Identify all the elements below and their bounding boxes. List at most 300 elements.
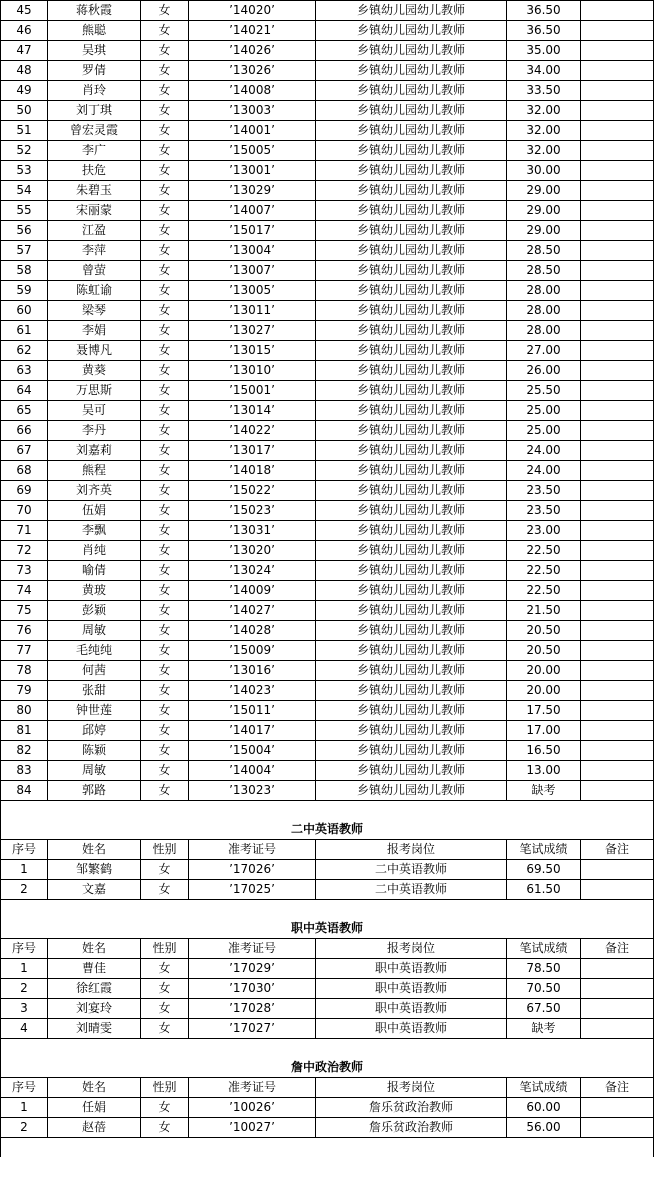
remark-cell [581, 201, 654, 221]
exam-id-cell: ’13014’ [189, 401, 316, 421]
exam-id-cell: ’14026’ [189, 41, 316, 61]
name-cell: 熊程 [48, 461, 141, 481]
seq-cell: 55 [1, 201, 48, 221]
seq-cell: 2 [1, 1118, 48, 1138]
remark-cell [581, 361, 654, 381]
position-cell: 乡镇幼儿园幼儿教师 [316, 741, 507, 761]
table-row [1, 341, 654, 361]
spacer-cell [1, 900, 654, 920]
gender-cell: 女 [141, 1, 189, 21]
name-cell: 曹佳 [48, 959, 141, 979]
remark-cell [581, 641, 654, 661]
score-cell: 28.00 [507, 301, 581, 321]
table-row [1, 541, 654, 561]
table-row [1, 381, 654, 401]
position-cell: 乡镇幼儿园幼儿教师 [316, 421, 507, 441]
header-row [1, 939, 654, 959]
exam-id-cell: ’15011’ [189, 701, 316, 721]
exam-id-cell: ’13005’ [189, 281, 316, 301]
gender-cell: 女 [141, 141, 189, 161]
table-row [1, 999, 654, 1019]
position-cell: 乡镇幼儿园幼儿教师 [316, 81, 507, 101]
gender-cell: 女 [141, 241, 189, 261]
exam-id-cell: ’13027’ [189, 321, 316, 341]
table-row [1, 979, 654, 999]
remark-cell [581, 999, 654, 1019]
exam-id-cell: ’15009’ [189, 641, 316, 661]
position-cell: 乡镇幼儿园幼儿教师 [316, 681, 507, 701]
gender-cell: 女 [141, 601, 189, 621]
name-cell: 伍娟 [48, 501, 141, 521]
seq-cell: 49 [1, 81, 48, 101]
score-cell: 29.00 [507, 181, 581, 201]
seq-cell: 72 [1, 541, 48, 561]
gender-cell: 女 [141, 481, 189, 501]
table-row [1, 261, 654, 281]
remark-cell [581, 321, 654, 341]
exam-id-cell: ’15017’ [189, 221, 316, 241]
score-cell: 78.50 [507, 959, 581, 979]
name-cell: 刘丁琪 [48, 101, 141, 121]
seq-cell: 4 [1, 1019, 48, 1039]
position-cell: 乡镇幼儿园幼儿教师 [316, 501, 507, 521]
table-row [1, 741, 654, 761]
exam-id-cell: ’14004’ [189, 761, 316, 781]
position-cell: 乡镇幼儿园幼儿教师 [316, 281, 507, 301]
position-cell: 乡镇幼儿园幼儿教师 [316, 181, 507, 201]
remark-cell [581, 121, 654, 141]
exam-id-cell: ’14021’ [189, 21, 316, 41]
name-cell: 吴可 [48, 401, 141, 421]
remark-cell [581, 860, 654, 880]
header-row [1, 840, 654, 860]
remark-cell [581, 721, 654, 741]
column-header: 姓名 [48, 840, 141, 860]
position-cell: 乡镇幼儿园幼儿教师 [316, 601, 507, 621]
remark-cell [581, 301, 654, 321]
spacer-cell [1, 1039, 654, 1059]
exam-id-cell: ’14008’ [189, 81, 316, 101]
score-cell: 29.00 [507, 221, 581, 241]
exam-id-cell: ’15001’ [189, 381, 316, 401]
exam-id-cell: ’14027’ [189, 601, 316, 621]
position-cell: 乡镇幼儿园幼儿教师 [316, 161, 507, 181]
score-cell: 23.00 [507, 521, 581, 541]
exam-id-cell: ’13020’ [189, 541, 316, 561]
remark-cell [581, 741, 654, 761]
name-cell: 周敏 [48, 761, 141, 781]
name-cell: 江盈 [48, 221, 141, 241]
remark-cell [581, 481, 654, 501]
score-cell: 27.00 [507, 341, 581, 361]
exam-id-cell: ’13003’ [189, 101, 316, 121]
table-row [1, 641, 654, 661]
remark-cell [581, 959, 654, 979]
score-cell: 56.00 [507, 1118, 581, 1138]
remark-cell [581, 1019, 654, 1039]
position-cell: 乡镇幼儿园幼儿教师 [316, 21, 507, 41]
column-header: 序号 [1, 1078, 48, 1098]
exam-id-cell: ’14022’ [189, 421, 316, 441]
name-cell: 毛纯纯 [48, 641, 141, 661]
column-header: 笔试成绩 [507, 1078, 581, 1098]
remark-cell [581, 1118, 654, 1138]
column-header: 笔试成绩 [507, 939, 581, 959]
position-cell: 乡镇幼儿园幼儿教师 [316, 61, 507, 81]
gender-cell: 女 [141, 999, 189, 1019]
exam-id-cell: ’15023’ [189, 501, 316, 521]
spacer-row [1, 900, 654, 920]
section-title: 职中英语教师 [1, 919, 654, 939]
score-cell: 24.00 [507, 461, 581, 481]
score-cell: 26.00 [507, 361, 581, 381]
column-header: 序号 [1, 840, 48, 860]
score-cell: 70.50 [507, 979, 581, 999]
gender-cell: 女 [141, 1019, 189, 1039]
table-row [1, 481, 654, 501]
seq-cell: 53 [1, 161, 48, 181]
position-cell: 乡镇幼儿园幼儿教师 [316, 1, 507, 21]
score-cell: 29.00 [507, 201, 581, 221]
table-row [1, 421, 654, 441]
table-row [1, 61, 654, 81]
remark-cell [581, 1, 654, 21]
name-cell: 彭颖 [48, 601, 141, 621]
exam-id-cell: ’14020’ [189, 1, 316, 21]
column-header: 备注 [581, 939, 654, 959]
column-header: 姓名 [48, 1078, 141, 1098]
remark-cell [581, 621, 654, 641]
name-cell: 李娟 [48, 321, 141, 341]
exam-id-cell: ’14017’ [189, 721, 316, 741]
seq-cell: 52 [1, 141, 48, 161]
remark-cell [581, 521, 654, 541]
position-cell: 乡镇幼儿园幼儿教师 [316, 661, 507, 681]
gender-cell: 女 [141, 761, 189, 781]
gender-cell: 女 [141, 721, 189, 741]
exam-id-cell: ’13031’ [189, 521, 316, 541]
spacer-cell [1, 801, 654, 821]
position-cell: 乡镇幼儿园幼儿教师 [316, 341, 507, 361]
position-cell: 乡镇幼儿园幼儿教师 [316, 581, 507, 601]
seq-cell: 60 [1, 301, 48, 321]
score-cell: 61.50 [507, 880, 581, 900]
exam-id-cell: ’17028’ [189, 999, 316, 1019]
seq-cell: 48 [1, 61, 48, 81]
spacer-row [1, 1039, 654, 1059]
exam-id-cell: ’15005’ [189, 141, 316, 161]
score-cell: 20.00 [507, 661, 581, 681]
position-cell: 乡镇幼儿园幼儿教师 [316, 761, 507, 781]
name-cell: 曾萤 [48, 261, 141, 281]
table-row [1, 41, 654, 61]
gender-cell: 女 [141, 641, 189, 661]
exam-id-cell: ’10027’ [189, 1118, 316, 1138]
remark-cell [581, 601, 654, 621]
section-title: 二中英语教师 [1, 820, 654, 840]
remark-cell [581, 381, 654, 401]
name-cell: 邱婷 [48, 721, 141, 741]
remark-cell [581, 221, 654, 241]
exam-id-cell: ’13017’ [189, 441, 316, 461]
table-row [1, 1098, 654, 1118]
score-cell: 17.00 [507, 721, 581, 741]
exam-id-cell: ’13026’ [189, 61, 316, 81]
exam-id-cell: ’13010’ [189, 361, 316, 381]
seq-cell: 79 [1, 681, 48, 701]
exam-id-cell: ’14007’ [189, 201, 316, 221]
name-cell: 郭路 [48, 781, 141, 801]
section-title-row [1, 1058, 654, 1078]
gender-cell: 女 [141, 21, 189, 41]
gender-cell: 女 [141, 661, 189, 681]
position-cell: 乡镇幼儿园幼儿教师 [316, 141, 507, 161]
exam-id-cell: ’15004’ [189, 741, 316, 761]
name-cell: 黄玻 [48, 581, 141, 601]
gender-cell: 女 [141, 541, 189, 561]
position-cell: 乡镇幼儿园幼儿教师 [316, 721, 507, 741]
name-cell: 蒋秋霞 [48, 1, 141, 21]
position-cell: 乡镇幼儿园幼儿教师 [316, 461, 507, 481]
table-row [1, 401, 654, 421]
position-cell: 乡镇幼儿园幼儿教师 [316, 321, 507, 341]
gender-cell: 女 [141, 501, 189, 521]
table-row [1, 181, 654, 201]
name-cell: 李飘 [48, 521, 141, 541]
score-cell: 28.00 [507, 321, 581, 341]
name-cell: 肖纯 [48, 541, 141, 561]
score-cell: 22.50 [507, 581, 581, 601]
score-cell: 23.50 [507, 481, 581, 501]
position-cell: 乡镇幼儿园幼儿教师 [316, 701, 507, 721]
table-row [1, 1118, 654, 1138]
gender-cell: 女 [141, 1098, 189, 1118]
exam-id-cell: ’13007’ [189, 261, 316, 281]
score-cell: 60.00 [507, 1098, 581, 1118]
exam-id-cell: ’13016’ [189, 661, 316, 681]
table-row [1, 101, 654, 121]
position-cell: 乡镇幼儿园幼儿教师 [316, 481, 507, 501]
table-row [1, 21, 654, 41]
gender-cell: 女 [141, 201, 189, 221]
seq-cell: 84 [1, 781, 48, 801]
table-row [1, 81, 654, 101]
remark-cell [581, 281, 654, 301]
score-table-body [1, 1, 654, 1158]
name-cell: 文嘉 [48, 880, 141, 900]
table-row [1, 321, 654, 341]
exam-id-cell: ’13015’ [189, 341, 316, 361]
exam-id-cell: ’14001’ [189, 121, 316, 141]
seq-cell: 64 [1, 381, 48, 401]
table-row [1, 581, 654, 601]
table-row [1, 221, 654, 241]
score-cell: 36.50 [507, 1, 581, 21]
name-cell: 万思斯 [48, 381, 141, 401]
seq-cell: 77 [1, 641, 48, 661]
spacer-cell [1, 1138, 654, 1158]
position-cell: 詹乐贫政治教师 [316, 1118, 507, 1138]
remark-cell [581, 781, 654, 801]
remark-cell [581, 581, 654, 601]
gender-cell: 女 [141, 461, 189, 481]
gender-cell: 女 [141, 959, 189, 979]
score-cell: 13.00 [507, 761, 581, 781]
remark-cell [581, 101, 654, 121]
gender-cell: 女 [141, 880, 189, 900]
table-row [1, 621, 654, 641]
seq-cell: 57 [1, 241, 48, 261]
gender-cell: 女 [141, 860, 189, 880]
gender-cell: 女 [141, 121, 189, 141]
table-row [1, 301, 654, 321]
seq-cell: 58 [1, 261, 48, 281]
position-cell: 乡镇幼儿园幼儿教师 [316, 781, 507, 801]
seq-cell: 65 [1, 401, 48, 421]
name-cell: 黄葵 [48, 361, 141, 381]
name-cell: 李广 [48, 141, 141, 161]
name-cell: 周敏 [48, 621, 141, 641]
remark-cell [581, 401, 654, 421]
seq-cell: 68 [1, 461, 48, 481]
table-row [1, 721, 654, 741]
position-cell: 詹乐贫政治教师 [316, 1098, 507, 1118]
seq-cell: 59 [1, 281, 48, 301]
name-cell: 陈虹谕 [48, 281, 141, 301]
section-title-row [1, 820, 654, 840]
exam-id-cell: ’13029’ [189, 181, 316, 201]
position-cell: 二中英语教师 [316, 880, 507, 900]
column-header: 备注 [581, 840, 654, 860]
score-cell: 30.00 [507, 161, 581, 181]
position-cell: 职中英语教师 [316, 1019, 507, 1039]
remark-cell [581, 461, 654, 481]
column-header: 报考岗位 [316, 939, 507, 959]
score-cell: 35.00 [507, 41, 581, 61]
name-cell: 钟世莲 [48, 701, 141, 721]
name-cell: 梁琴 [48, 301, 141, 321]
section-title-row [1, 919, 654, 939]
position-cell: 乡镇幼儿园幼儿教师 [316, 201, 507, 221]
position-cell: 乡镇幼儿园幼儿教师 [316, 621, 507, 641]
exam-id-cell: ’17025’ [189, 880, 316, 900]
gender-cell: 女 [141, 361, 189, 381]
remark-cell [581, 261, 654, 281]
score-cell: 25.00 [507, 401, 581, 421]
seq-cell: 2 [1, 979, 48, 999]
gender-cell: 女 [141, 321, 189, 341]
position-cell: 乡镇幼儿园幼儿教师 [316, 441, 507, 461]
score-cell: 16.50 [507, 741, 581, 761]
name-cell: 刘齐英 [48, 481, 141, 501]
table-row [1, 1, 654, 21]
column-header: 性别 [141, 840, 189, 860]
seq-cell: 1 [1, 1098, 48, 1118]
gender-cell: 女 [141, 979, 189, 999]
gender-cell: 女 [141, 441, 189, 461]
header-row [1, 1078, 654, 1098]
seq-cell: 73 [1, 561, 48, 581]
seq-cell: 56 [1, 221, 48, 241]
column-header: 姓名 [48, 939, 141, 959]
remark-cell [581, 541, 654, 561]
seq-cell: 67 [1, 441, 48, 461]
position-cell: 乡镇幼儿园幼儿教师 [316, 221, 507, 241]
remark-cell [581, 181, 654, 201]
remark-cell [581, 21, 654, 41]
table-row [1, 141, 654, 161]
position-cell: 二中英语教师 [316, 860, 507, 880]
seq-cell: 74 [1, 581, 48, 601]
remark-cell [581, 81, 654, 101]
name-cell: 宋丽蒙 [48, 201, 141, 221]
score-cell: 22.50 [507, 541, 581, 561]
table-row [1, 201, 654, 221]
name-cell: 刘晴雯 [48, 1019, 141, 1039]
exam-id-cell: ’13023’ [189, 781, 316, 801]
score-cell: 21.50 [507, 601, 581, 621]
table-row [1, 661, 654, 681]
exam-id-cell: ’13004’ [189, 241, 316, 261]
table-row [1, 681, 654, 701]
remark-cell [581, 61, 654, 81]
exam-id-cell: ’13011’ [189, 301, 316, 321]
seq-cell: 62 [1, 341, 48, 361]
position-cell: 乡镇幼儿园幼儿教师 [316, 241, 507, 261]
column-header: 报考岗位 [316, 1078, 507, 1098]
name-cell: 刘嘉莉 [48, 441, 141, 461]
name-cell: 李萍 [48, 241, 141, 261]
table-row [1, 241, 654, 261]
gender-cell: 女 [141, 621, 189, 641]
remark-cell [581, 141, 654, 161]
exam-id-cell: ’13001’ [189, 161, 316, 181]
gender-cell: 女 [141, 581, 189, 601]
name-cell: 喻倩 [48, 561, 141, 581]
table-row [1, 461, 654, 481]
position-cell: 乡镇幼儿园幼儿教师 [316, 301, 507, 321]
remark-cell [581, 501, 654, 521]
spacer-row [1, 801, 654, 821]
spacer-row [1, 1138, 654, 1158]
score-cell: 25.50 [507, 381, 581, 401]
exam-id-cell: ’14018’ [189, 461, 316, 481]
position-cell: 职中英语教师 [316, 979, 507, 999]
name-cell: 陈颖 [48, 741, 141, 761]
score-cell: 缺考 [507, 781, 581, 801]
column-header: 准考证号 [189, 939, 316, 959]
remark-cell [581, 341, 654, 361]
score-cell: 22.50 [507, 561, 581, 581]
position-cell: 乡镇幼儿园幼儿教师 [316, 101, 507, 121]
name-cell: 曾宏灵霞 [48, 121, 141, 141]
seq-cell: 70 [1, 501, 48, 521]
score-cell: 缺考 [507, 1019, 581, 1039]
column-header: 笔试成绩 [507, 840, 581, 860]
name-cell: 赵蓓 [48, 1118, 141, 1138]
score-cell: 28.00 [507, 281, 581, 301]
gender-cell: 女 [141, 261, 189, 281]
table-row [1, 501, 654, 521]
seq-cell: 76 [1, 621, 48, 641]
table-row [1, 121, 654, 141]
name-cell: 聂博凡 [48, 341, 141, 361]
seq-cell: 63 [1, 361, 48, 381]
gender-cell: 女 [141, 701, 189, 721]
table-row [1, 781, 654, 801]
table-row [1, 601, 654, 621]
exam-id-cell: ’17026’ [189, 860, 316, 880]
